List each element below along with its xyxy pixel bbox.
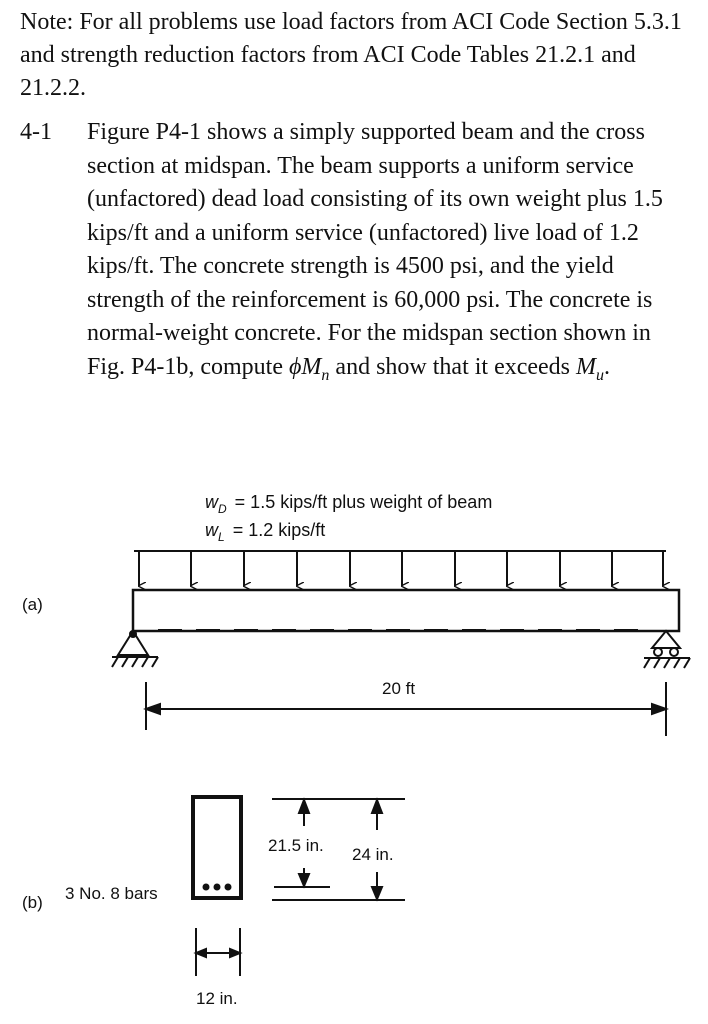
roller-support — [644, 631, 690, 668]
cross-section — [193, 797, 241, 898]
problem-text-middle: and show that it exceeds — [329, 353, 577, 380]
wd-subscript: D — [218, 502, 227, 516]
moment-n-subscript: n — [321, 366, 330, 384]
phi-symbol: ϕ — [289, 353, 302, 380]
problem-number: 4-1 — [20, 119, 52, 145]
span-label: 20 ft — [382, 679, 416, 698]
note-paragraph: Note: For all problems use load factors from ACI Code Section 5.3.1 and strength reduction factors from ACI Code Tables 21.2.1 and 21.2.2. — [20, 9, 682, 101]
distributed-load — [134, 551, 666, 586]
part-a-label: (a) — [22, 595, 43, 614]
wl-subscript: L — [218, 530, 225, 544]
dead-load-label — [205, 492, 492, 516]
width-dimension — [196, 928, 240, 976]
mu-symbol: M — [576, 353, 597, 380]
live-load-label — [205, 520, 325, 544]
wd-symbol: w — [205, 492, 218, 512]
problem-text-end: . — [604, 353, 611, 380]
moment-symbol: M — [301, 353, 322, 380]
mu-u-subscript: u — [596, 366, 605, 384]
height-label: 24 in. — [352, 845, 394, 864]
beam — [133, 590, 679, 631]
wl-value: = 1.2 kips/ft — [232, 520, 326, 540]
part-b-label: (b) — [22, 893, 43, 912]
bars-label: 3 No. 8 bars — [65, 884, 158, 903]
depth-label: 21.5 in. — [268, 836, 324, 855]
width-label: 12 in. — [196, 989, 238, 1008]
reinforcing-bars — [203, 884, 232, 891]
problem-text-before: Figure P4-1 shows a simply supported beam and the cross section at midspan. The beam supports a uniform service (unfactored) dead load consisting of its own weight plus 1.5 kips/ft and a uniform service (unfactored) live load of 1.2 kips/ft. The concrete strength is 4500 psi, and the yield strength of the reinforcement is 60,000 psi. The concrete is normal-weight concrete. For the midspan section shown in Fig. P4-1b, compute — [87, 119, 663, 380]
wl-symbol: w — [205, 520, 218, 540]
pin-support — [112, 631, 158, 667]
wd-value: = 1.5 kips/ft plus weight of beam — [234, 492, 493, 512]
